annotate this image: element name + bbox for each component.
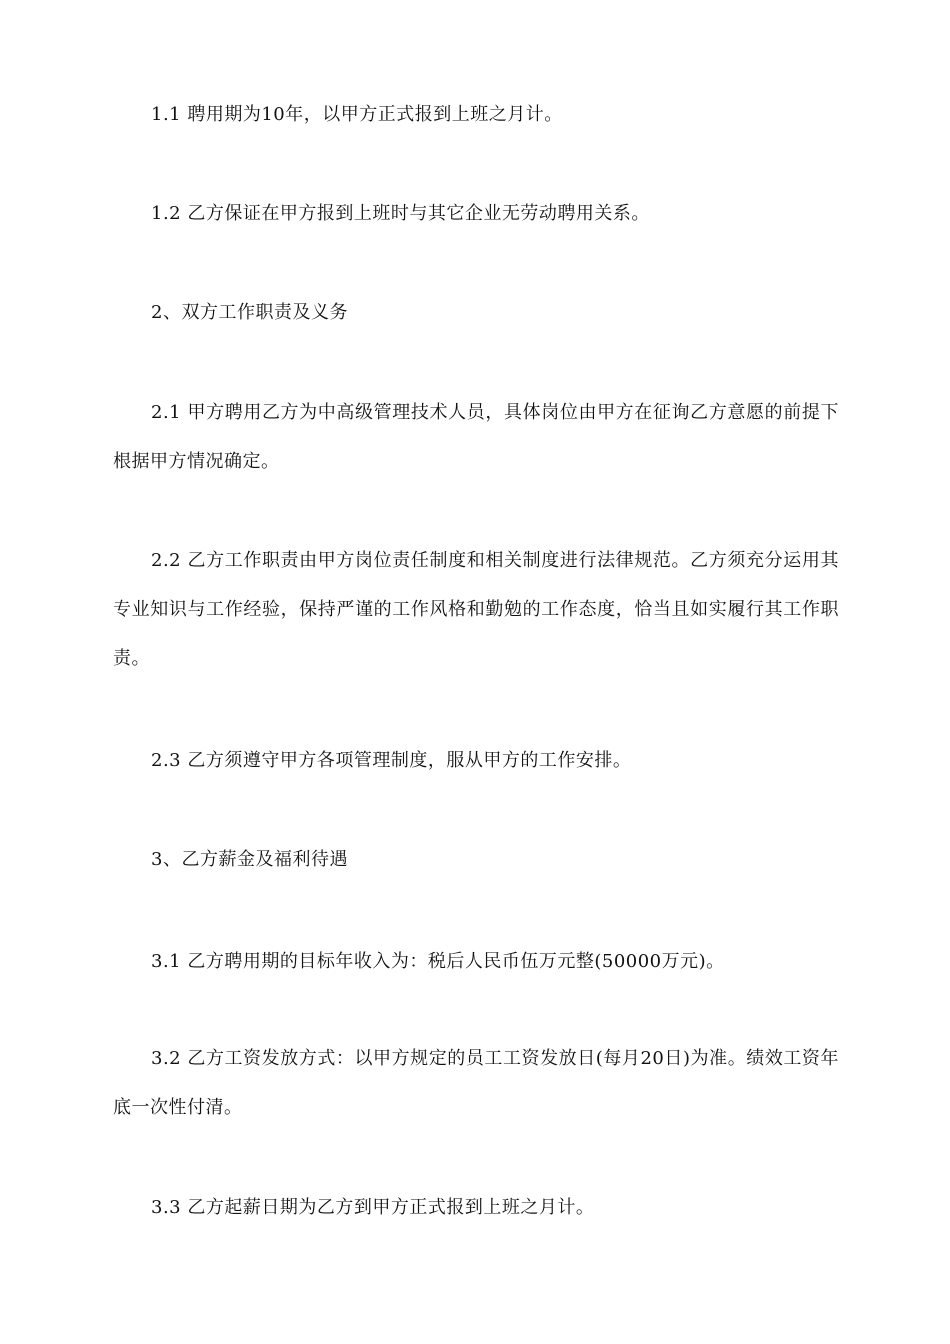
- clause-2-1: 2.1 甲方聘用乙方为中高级管理技术人员，具体岗位由甲方在征询乙方意愿的前提下根据甲方情况确定。: [113, 402, 839, 472]
- clause-2-3: 2.3 乙方须遵守甲方各项管理制度，服从甲方的工作安排。: [151, 750, 632, 771]
- clause-3-3: 3.3 乙方起薪日期为乙方到甲方正式报到上班之月计。: [151, 1197, 595, 1218]
- clause-1-1: 1.1 聘用期为10年，以甲方正式报到上班之月计。: [151, 104, 563, 125]
- clause-3-2: 3.2 乙方工资发放方式：以甲方规定的员工工资发放日(每月20日)为准。绩效工资年底一次性付清。: [113, 1048, 839, 1118]
- clause-3-1: 3.1 乙方聘用期的目标年收入为：税后人民币伍万元整(50000万元)。: [151, 951, 725, 972]
- clause-2-2: 2.2 乙方工作职责由甲方岗位责任制度和相关制度进行法律规范。乙方须充分运用其专业知识与工作经验，保持严谨的工作风格和勤勉的工作态度，恰当且如实履行其工作职责。: [113, 550, 839, 669]
- section-heading-2: 2、双方工作职责及义务: [151, 302, 348, 323]
- clause-1-2: 1.2 乙方保证在甲方报到上班时与其它企业无劳动聘用关系。: [151, 203, 650, 224]
- section-heading-3: 3、乙方薪金及福利待遇: [151, 849, 348, 870]
